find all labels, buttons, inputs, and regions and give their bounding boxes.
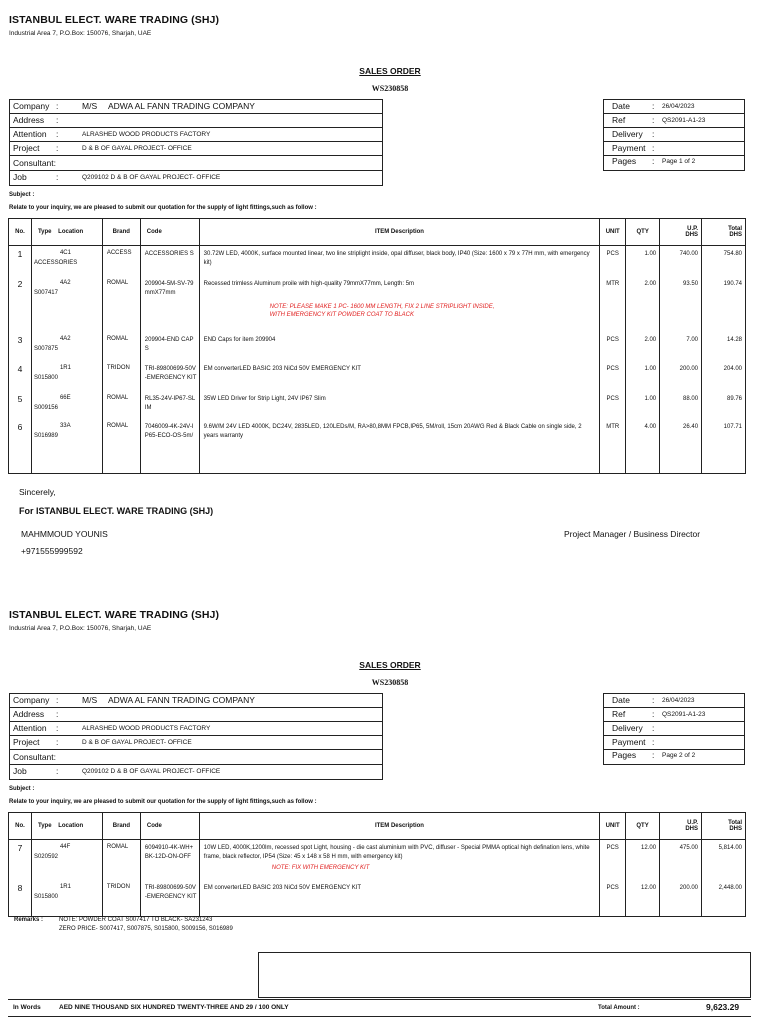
row-unit-price: 740.00 bbox=[660, 246, 702, 277]
pages-value: Page 1 of 2 bbox=[662, 158, 696, 165]
subject-label: Subject : bbox=[9, 192, 35, 198]
row-unit-price: 93.50 bbox=[660, 276, 702, 332]
row-unit: MTR bbox=[600, 276, 626, 332]
pages-row bbox=[604, 155, 744, 169]
row-brand: ROMAL bbox=[102, 391, 140, 419]
sincerely-text: Sincerely, bbox=[19, 487, 56, 497]
colon: : bbox=[56, 115, 59, 125]
row-code: 6094910-4K-WH+BK-12D-ON-OFF bbox=[140, 840, 199, 881]
table-bottom bbox=[9, 914, 746, 916]
header-unit-price bbox=[660, 219, 702, 246]
job-row bbox=[10, 765, 382, 779]
type-location-cell bbox=[31, 880, 102, 914]
date-value: 26/04/2023 bbox=[662, 103, 695, 110]
row-brand: TRIDON bbox=[102, 880, 140, 914]
address-label: Address bbox=[13, 709, 45, 719]
row-number: 8 bbox=[9, 880, 32, 914]
row-number: 6 bbox=[9, 419, 32, 471]
type-location-cell bbox=[31, 419, 102, 471]
row-unit: PCS bbox=[600, 840, 626, 881]
job-value: Q209102 D & B OF GAYAL PROJECT- OFFICE bbox=[82, 768, 221, 775]
row-number: 1 bbox=[9, 246, 32, 277]
row-number: 4 bbox=[9, 361, 32, 391]
row-brand: ROMAL bbox=[102, 419, 140, 471]
ref-row bbox=[604, 708, 744, 722]
payment-row bbox=[604, 142, 744, 156]
row-description-cell bbox=[199, 276, 600, 332]
row-location: S016989 bbox=[33, 433, 58, 439]
header-type: Type bbox=[37, 229, 52, 235]
header-unit: UNIT bbox=[600, 219, 626, 246]
header-qty: QTY bbox=[626, 219, 660, 246]
date-row bbox=[604, 694, 744, 708]
consultant-row bbox=[10, 751, 382, 765]
pages-row bbox=[604, 749, 744, 763]
subject-label: Subject : bbox=[9, 786, 35, 792]
order-meta-box bbox=[603, 99, 745, 171]
company-address: Industrial Area 7, P.O.Box: 150076, Sharjah, UAE bbox=[9, 30, 152, 37]
row-code: ACCESSORIES S bbox=[140, 246, 199, 277]
customer-info-box bbox=[9, 99, 383, 186]
type-location-cell bbox=[31, 361, 102, 391]
colon: : bbox=[652, 723, 655, 733]
colon: : bbox=[652, 129, 655, 139]
colon: : bbox=[652, 156, 655, 166]
consultant-label: Consultant: bbox=[13, 158, 56, 168]
colon: : bbox=[652, 115, 655, 125]
project-label: Project bbox=[13, 737, 40, 747]
table-row bbox=[9, 332, 746, 361]
header-description: ITEM Description bbox=[199, 813, 599, 840]
attention-row bbox=[10, 128, 382, 142]
row-number: 5 bbox=[9, 391, 32, 419]
table-header-row bbox=[9, 813, 746, 840]
colon: : bbox=[652, 737, 655, 747]
signature-company: For ISTANBUL ELECT. WARE TRADING (SHJ) bbox=[19, 506, 214, 516]
row-total: 2,448.00 bbox=[702, 880, 746, 914]
colon: : bbox=[56, 129, 59, 139]
row-note: NOTE: FIX WITH EMERGENCY KIT bbox=[271, 865, 370, 872]
type-location-cell bbox=[31, 391, 102, 419]
row-code: TRI-89800699-50V-EMERGENCY KIT bbox=[140, 361, 199, 391]
header-up-line2: DHS bbox=[685, 232, 699, 238]
row-code: 7046009-4K-24V-IP65-ECO-OS-5m/ bbox=[140, 419, 199, 471]
row-description: EM converterLED BASIC 203 NiCd 50V EMERGENCY KIT bbox=[199, 361, 600, 391]
row-number: 2 bbox=[9, 276, 32, 332]
header-total bbox=[702, 219, 746, 246]
header-up-line2: DHS bbox=[685, 826, 698, 832]
project-row bbox=[10, 142, 382, 156]
row-description: 30.72W LED, 4000K, surface mounted linear, two line striplight inside, opal diffuser, black body, IP40 (Size: 1600 x 79 x 77H mm, with emergency kit) bbox=[199, 246, 600, 277]
items-table bbox=[8, 218, 746, 474]
row-type: 1R1 bbox=[59, 884, 71, 890]
intro-text: Relate to your inquiry, we are pleased to submit our quotation for the supply of light fittings,such as follow : bbox=[9, 799, 317, 805]
date-label: Date bbox=[612, 101, 630, 111]
colon: : bbox=[56, 766, 59, 776]
header-no: No. bbox=[9, 219, 32, 246]
header-total-line2: DHS bbox=[729, 826, 742, 832]
total-amount-value: 9,623.29 bbox=[706, 1002, 740, 1012]
colon: : bbox=[56, 172, 59, 182]
ref-label: Ref bbox=[612, 115, 626, 125]
row-qty: 2.00 bbox=[626, 332, 660, 361]
row-description: END Caps for item 209904 bbox=[199, 332, 600, 361]
company-label: Company bbox=[13, 695, 50, 705]
job-label: Job bbox=[13, 172, 27, 182]
attention-row bbox=[10, 722, 382, 736]
table-bottom bbox=[9, 471, 746, 473]
colon: : bbox=[56, 143, 59, 153]
row-unit-price: 200.00 bbox=[660, 880, 702, 914]
pages-label: Pages bbox=[612, 156, 637, 166]
table-row bbox=[9, 361, 746, 391]
header-brand: Brand bbox=[102, 219, 140, 246]
row-unit: PCS bbox=[600, 361, 626, 391]
row-location: S007875 bbox=[33, 346, 58, 352]
payment-row bbox=[604, 736, 744, 750]
type-location-cell bbox=[31, 276, 102, 332]
row-type: 4A2 bbox=[59, 280, 71, 286]
colon: : bbox=[652, 695, 655, 705]
pages-value: Page 2 of 2 bbox=[662, 752, 696, 759]
table-row bbox=[9, 246, 746, 277]
project-value: D & B OF GAYAL PROJECT- OFFICE bbox=[82, 145, 192, 152]
header-code: Code bbox=[140, 219, 199, 246]
header-qty: QTY bbox=[626, 813, 660, 840]
row-description: EM converterLED BASIC 203 NiCd 50V EMERGENCY KIT bbox=[199, 880, 599, 914]
address-row bbox=[10, 114, 382, 128]
row-brand: ROMAL bbox=[102, 332, 140, 361]
header-total-line1: Total bbox=[728, 820, 742, 826]
project-label: Project bbox=[13, 143, 40, 153]
signatory-title: Project Manager / Business Director bbox=[564, 529, 701, 539]
company-value: ADWA AL FANN TRADING COMPANY bbox=[108, 695, 255, 705]
project-value: D & B OF GAYAL PROJECT- OFFICE bbox=[82, 739, 192, 746]
colon: : bbox=[56, 737, 59, 747]
header-description: ITEM Description bbox=[199, 219, 600, 246]
row-total: 204.00 bbox=[702, 361, 746, 391]
header-total bbox=[702, 813, 746, 840]
header-unit: UNIT bbox=[600, 813, 626, 840]
row-type: 66E bbox=[59, 395, 71, 401]
company-ms: M/S bbox=[82, 101, 98, 111]
header-no: No. bbox=[9, 813, 32, 840]
row-note: NOTE: PLEASE MAKE 1 PC- 1600 MM LENGTH, FIX 2 LINE STRIPLIGHT INSIDE, WITH EMERGENCY KIT POWDER COAT TO BLACK bbox=[269, 303, 495, 319]
header-brand: Brand bbox=[102, 813, 140, 840]
row-qty: 1.00 bbox=[626, 246, 660, 277]
ref-value: QS2091-A1-23 bbox=[662, 117, 706, 124]
attention-value: ALRASHED WOOD PRODUCTS FACTORY bbox=[82, 725, 211, 732]
table-row bbox=[9, 419, 746, 471]
row-total: 89.76 bbox=[702, 391, 746, 419]
header-up-line1: U.P. bbox=[687, 226, 699, 232]
row-qty: 1.00 bbox=[626, 361, 660, 391]
row-brand: ROMAL bbox=[102, 276, 140, 332]
header-up-line1: U.P. bbox=[687, 820, 698, 826]
items-table bbox=[8, 812, 746, 917]
in-words-label: In Words bbox=[13, 1004, 41, 1011]
row-qty: 12.00 bbox=[626, 840, 660, 881]
colon: : bbox=[652, 750, 655, 760]
row-description: 35W LED Driver for Strip Light, 24V IP67 Slim bbox=[199, 391, 600, 419]
row-unit: PCS bbox=[600, 332, 626, 361]
header-total-line2: DHS bbox=[729, 232, 742, 238]
header-unit-price bbox=[660, 813, 702, 840]
row-type: 44F bbox=[59, 844, 71, 850]
customer-info-box bbox=[9, 693, 383, 780]
date-value: 26/04/2023 bbox=[662, 697, 695, 704]
row-code: 209904-END CAPS bbox=[140, 332, 199, 361]
row-qty: 2.00 bbox=[626, 276, 660, 332]
delivery-row bbox=[604, 722, 744, 736]
company-value: ADWA AL FANN TRADING COMPANY bbox=[108, 101, 255, 111]
row-unit-price: 26.40 bbox=[660, 419, 702, 471]
doc-number: WS230858 bbox=[371, 678, 409, 687]
row-type: 4C1 bbox=[59, 250, 71, 256]
remarks-line-1: NOTE: POWDER COAT S007417 TO BLACK- SA231243 bbox=[59, 917, 213, 923]
row-description-cell bbox=[199, 840, 599, 881]
company-row bbox=[10, 100, 382, 114]
doc-title: SALES ORDER bbox=[359, 660, 421, 670]
doc-number: WS230858 bbox=[371, 84, 409, 93]
company-row bbox=[10, 694, 382, 708]
row-description: 10W LED, 4000K,1200lm, recessed spot Light, housing - die cast aluminium with PVC, diffuser - Special PMMA optical high defination lens, white frame, black reflector, IP54 (Size: 45 x 148 x 58 H mm, with emergency kit) bbox=[203, 845, 590, 860]
row-code: RL35-24V-IP67-SLIM bbox=[140, 391, 199, 419]
attention-label: Attention bbox=[13, 723, 47, 733]
row-total: 754.80 bbox=[702, 246, 746, 277]
row-code: TRI-89800699-50V-EMERGENCY KIT bbox=[140, 880, 199, 914]
table-row bbox=[9, 276, 746, 332]
totals-bar bbox=[8, 999, 751, 1017]
order-meta-box bbox=[603, 693, 745, 765]
job-value: Q209102 D & B OF GAYAL PROJECT- OFFICE bbox=[82, 174, 221, 181]
row-number: 7 bbox=[9, 840, 32, 881]
attention-label: Attention bbox=[13, 129, 47, 139]
delivery-row bbox=[604, 128, 744, 142]
row-qty: 12.00 bbox=[626, 880, 660, 914]
row-qty: 1.00 bbox=[626, 391, 660, 419]
row-type: 1R1 bbox=[59, 365, 71, 371]
company-name: ISTANBUL ELECT. WARE TRADING (SHJ) bbox=[9, 609, 220, 621]
intro-text: Relate to your inquiry, we are pleased to submit our quotation for the supply of light fittings,such as follow : bbox=[9, 205, 317, 211]
payment-label: Payment bbox=[612, 737, 646, 747]
type-location-cell bbox=[31, 840, 102, 881]
colon: : bbox=[652, 101, 655, 111]
colon: : bbox=[56, 723, 59, 733]
row-location: S015800 bbox=[33, 894, 58, 900]
row-unit: PCS bbox=[600, 391, 626, 419]
header-type-location bbox=[31, 813, 102, 840]
project-row bbox=[10, 736, 382, 750]
header-type-location bbox=[31, 219, 102, 246]
table-row bbox=[9, 391, 746, 419]
row-unit-price: 200.00 bbox=[660, 361, 702, 391]
attention-value: ALRASHED WOOD PRODUCTS FACTORY bbox=[82, 131, 211, 138]
company-ms: M/S bbox=[82, 695, 98, 705]
row-location: S007417 bbox=[33, 290, 58, 296]
row-brand: ACCESS bbox=[102, 246, 140, 277]
row-total: 5,814.00 bbox=[702, 840, 746, 881]
row-brand: TRIDON bbox=[102, 361, 140, 391]
delivery-label: Delivery bbox=[612, 723, 643, 733]
header-total-line1: Total bbox=[728, 226, 742, 232]
pages-label: Pages bbox=[612, 750, 637, 760]
date-label: Date bbox=[612, 695, 630, 705]
job-row bbox=[10, 171, 382, 185]
row-brand: ROMAL bbox=[102, 840, 140, 881]
address-label: Address bbox=[13, 115, 45, 125]
doc-title: SALES ORDER bbox=[359, 66, 421, 76]
row-location: S020592 bbox=[33, 854, 58, 860]
row-qty: 4.00 bbox=[626, 419, 660, 471]
row-total: 107.71 bbox=[702, 419, 746, 471]
colon: : bbox=[56, 709, 59, 719]
signatory-phone: +971555999592 bbox=[21, 546, 83, 556]
header-location: Location bbox=[58, 229, 84, 235]
ref-row bbox=[604, 114, 744, 128]
consultant-label: Consultant: bbox=[13, 752, 56, 762]
row-type: 4A2 bbox=[59, 336, 71, 342]
ref-label: Ref bbox=[612, 709, 626, 719]
row-code: 209904-5M-SV-79mmX77mm bbox=[140, 276, 199, 332]
row-total: 14.28 bbox=[702, 332, 746, 361]
job-label: Job bbox=[13, 766, 27, 776]
row-number: 3 bbox=[9, 332, 32, 361]
colon: : bbox=[652, 143, 655, 153]
company-address: Industrial Area 7, P.O.Box: 150076, Sharjah, UAE bbox=[9, 625, 152, 632]
in-words-value: AED NINE THOUSAND SIX HUNDRED TWENTY-THREE AND 29 / 100 ONLY bbox=[59, 1004, 289, 1011]
stamp-area-box bbox=[258, 952, 751, 998]
table-row bbox=[9, 840, 746, 881]
row-unit: PCS bbox=[600, 246, 626, 277]
ref-value: QS2091-A1-23 bbox=[662, 711, 706, 718]
row-description: 9.6W/M 24V LED 4000K, DC24V, 2835LED, 120LEDs/M, RA>80,8MM FPCB,IP65, 5M/roll, 15cm 20AWG Red & Black Cable on single side, 2 years warranty bbox=[199, 419, 600, 471]
row-location: S009156 bbox=[33, 405, 58, 411]
signatory-name: MAHMMOUD YOUNIS bbox=[21, 529, 108, 539]
row-unit: PCS bbox=[600, 880, 626, 914]
company-label: Company bbox=[13, 101, 50, 111]
remarks-label: Remarks : bbox=[14, 917, 44, 923]
row-unit-price: 475.00 bbox=[660, 840, 702, 881]
colon: : bbox=[56, 101, 59, 111]
row-description: Recessed trimless Aluminum proile with high-quality 79mmX77mm, Length: 5m bbox=[203, 281, 415, 287]
total-amount-label: Total Amount : bbox=[598, 1005, 640, 1011]
colon: : bbox=[652, 709, 655, 719]
type-location-cell bbox=[31, 332, 102, 361]
remarks-line-2: ZERO PRICE- S007417, S007875, S015800, S009156, S016989 bbox=[59, 926, 233, 932]
address-row bbox=[10, 708, 382, 722]
row-location: S015800 bbox=[33, 375, 58, 381]
row-total: 190.74 bbox=[702, 276, 746, 332]
type-location-cell bbox=[31, 246, 102, 277]
consultant-row bbox=[10, 157, 382, 171]
table-row bbox=[9, 880, 746, 914]
delivery-label: Delivery bbox=[612, 129, 643, 139]
row-location: ACCESSORIES bbox=[33, 260, 78, 266]
payment-label: Payment bbox=[612, 143, 646, 153]
colon: : bbox=[56, 695, 59, 705]
header-location: Location bbox=[58, 823, 84, 829]
row-unit: MTR bbox=[600, 419, 626, 471]
date-row bbox=[604, 100, 744, 114]
row-unit-price: 88.00 bbox=[660, 391, 702, 419]
header-code: Code bbox=[140, 813, 199, 840]
table-header-row bbox=[9, 219, 746, 246]
row-unit-price: 7.00 bbox=[660, 332, 702, 361]
company-name: ISTANBUL ELECT. WARE TRADING (SHJ) bbox=[9, 14, 220, 26]
header-type: Type bbox=[37, 823, 52, 829]
row-type: 33A bbox=[59, 423, 71, 429]
